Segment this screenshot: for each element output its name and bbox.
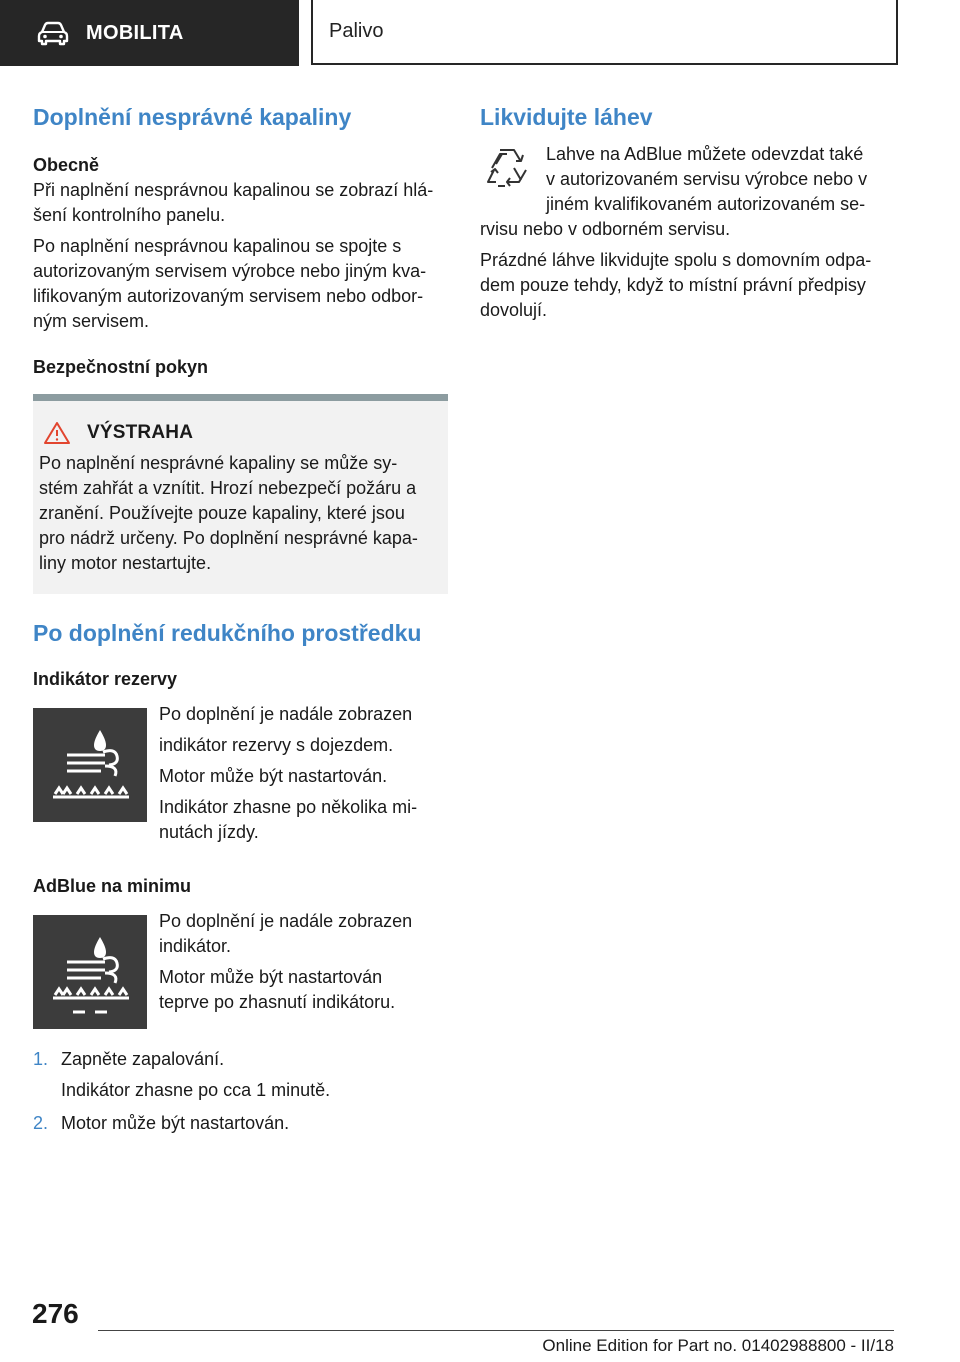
warning-line: zranění. Používejte pouze kapaliny, které jsou <box>39 503 405 523</box>
warning-line: stém zahřát a vznítit. Hrozí nebezpečí požáru a <box>39 478 417 498</box>
paragraph-line: rvisu nebo v odborném servisu. <box>480 219 731 239</box>
warning-box <box>33 394 448 594</box>
list-item <box>33 1111 448 1136</box>
warning-line: liny motor nestartujte. <box>39 553 212 573</box>
minimum-indicator-row <box>33 909 448 1029</box>
list-item <box>33 1047 448 1072</box>
step-note: Indikátor zhasne po cca 1 minutě. <box>61 1080 331 1100</box>
paragraph-line: dem pouze tehdy, když to místní právní předpisy <box>480 275 866 295</box>
paragraph-line: Indikátor zhasne po několika mi- <box>159 797 418 817</box>
paragraph-line: indikátor. <box>159 936 232 956</box>
paragraph-line: Po naplnění nesprávnou kapalinou se spojte s <box>33 236 402 256</box>
step-number: 2. <box>33 1113 49 1133</box>
paragraph-line: indikátor rezervy s dojezdem. <box>159 735 394 755</box>
paragraph-line: v autorizovaném servisu výrobce nebo v <box>546 169 868 189</box>
right-column <box>480 100 895 323</box>
step-text: Zapněte zapalování. <box>61 1049 225 1069</box>
step-text: Motor může být nastartován. <box>61 1113 290 1133</box>
subheading-minimum: AdBlue na minimu <box>33 876 192 896</box>
warning-line: pro nádrž určeny. Po doplnění nesprávné kapa- <box>39 528 418 548</box>
section-tab <box>0 0 299 66</box>
warning-triangle-icon <box>43 421 71 445</box>
reserve-indicator-row <box>33 702 448 851</box>
subheading-safety: Bezpečnostní pokyn <box>33 357 209 377</box>
recycle-block <box>480 142 895 217</box>
paragraph-line: dovolují. <box>480 300 548 320</box>
section-title: MOBILITA <box>86 21 184 44</box>
heading-dispose-bottle: Likvidujte láhev <box>480 104 653 130</box>
left-column <box>33 100 448 1136</box>
warning-line: Po naplnění nesprávné kapaliny se může sy- <box>39 453 398 473</box>
warning-title: VÝSTRAHA <box>87 422 194 443</box>
paragraph-line: Motor může být nastartován <box>159 967 383 987</box>
recycle-icon <box>480 142 534 196</box>
paragraph-line: lifikovaným autorizovaným servisem nebo odbor- <box>33 286 424 306</box>
subheading-reserve: Indikátor rezervy <box>33 669 178 689</box>
subheading-general: Obecně <box>33 155 100 175</box>
minimum-indicator-image <box>33 915 147 1029</box>
paragraph-line: Lahve na AdBlue můžete odevzdat také <box>546 144 864 164</box>
step-list <box>33 1047 448 1136</box>
paragraph-line: teprve po zhasnutí indikátoru. <box>159 992 396 1012</box>
reserve-indicator-image <box>33 708 147 822</box>
paragraph-line: jiném kvalifikovaném autorizovaném se- <box>546 194 866 214</box>
paragraph-line: Prázdné láhve likvidujte spolu s domovním odpa- <box>480 250 872 270</box>
adblue-minimum-indicator-icon <box>33 915 147 1029</box>
paragraph-line: ným servisem. <box>33 311 150 331</box>
adblue-reserve-indicator-icon <box>33 708 147 822</box>
paragraph-line: Motor může být nastartován. <box>159 766 388 786</box>
paragraph-line: nutách jízdy. <box>159 822 259 842</box>
paragraph-line: Po doplnění je nadále zobrazen <box>159 911 413 931</box>
step-number: 1. <box>33 1049 49 1069</box>
footer-divider <box>98 1330 894 1331</box>
heading-wrong-fluid: Doplnění nesprávné kapaliny <box>33 104 352 130</box>
paragraph-line: Při naplnění nesprávnou kapalinou se zobrazí hlá- <box>33 180 434 200</box>
page-number: 276 <box>32 1298 79 1329</box>
car-icon <box>36 20 70 46</box>
paragraph-line: šení kontrolního panelu. <box>33 205 226 225</box>
paragraph-line: autorizovaným servisem výrobce nebo jiným kva- <box>33 261 427 281</box>
chapter-tab <box>311 0 898 65</box>
edition-note: Online Edition for Part no. 01402988800 - II/18 <box>542 1336 894 1355</box>
paragraph-line: Po doplnění je nadále zobrazen <box>159 704 413 724</box>
heading-after-refill: Po doplnění redukčního prostředku <box>33 620 422 646</box>
chapter-title: Palivo <box>329 20 384 42</box>
